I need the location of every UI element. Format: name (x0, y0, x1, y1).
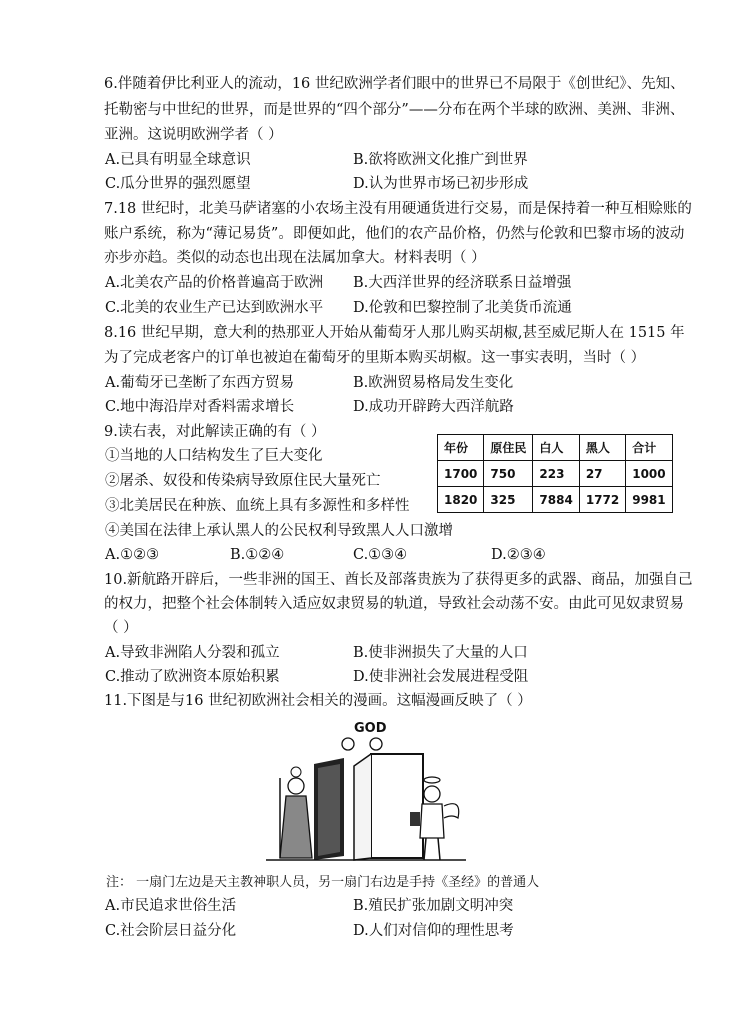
q10-option-c: C.推动了欧洲资本原始积累 (105, 669, 280, 685)
table-cell: 1772 (579, 487, 625, 513)
q6-option-c: C.瓜分世界的强烈愿望 (105, 176, 251, 192)
table-cell: 325 (484, 487, 533, 513)
cartoon-god-label: GOD (354, 721, 387, 736)
q10-line-3: （ ） (104, 620, 138, 636)
table-row (438, 487, 673, 513)
q9-option-d: D.②③④ (491, 547, 546, 563)
table-header-cell: 年份 (438, 435, 484, 461)
table-cell: 1000 (626, 461, 672, 487)
q11-option-b: B.殖民扩张加剧文明冲突 (353, 898, 514, 914)
q7-option-a: A.北美农产品的价格普遍高于欧洲 (105, 275, 324, 291)
halo-icon (342, 738, 354, 750)
q9-statement-4: ④美国在法律上承认黑人的公民权利导致黑人人口激增 (105, 523, 453, 539)
q10-line-2: 的权力，把整个社会体制转入适应奴隶贸易的轨道，导致社会动荡不安。由此可见奴隶贸易 (104, 596, 684, 612)
q10-option-a: A.导致非洲陷人分裂和孤立 (105, 645, 280, 661)
q9-statement-2: ②屠杀、奴役和传染病导致原住民大量死亡 (105, 473, 381, 489)
q7-option-d: D.伦敦和巴黎控制了北美货币流通 (353, 300, 572, 316)
q6-option-a: A.已具有明显全球意识 (105, 152, 251, 168)
table-cell: 27 (579, 461, 625, 487)
priest-figure-icon (280, 767, 312, 858)
q9-option-c: C.①③④ (353, 547, 408, 563)
halo-icon (370, 738, 382, 750)
cartoon-image (266, 714, 466, 862)
table-header-cell: 合计 (626, 435, 672, 461)
table-header-cell: 白人 (533, 435, 579, 461)
q8-option-d: D.成功开辟跨大西洋航路 (353, 399, 514, 415)
q10-option-b: B.使非洲损失了大量的人口 (353, 645, 528, 661)
q7-line-3: 亦步亦趋。类似的动态也出现在法属加拿大。材料表明（ ） (104, 250, 486, 266)
q7-line-2: 账户系统，称为“薄记易货”。即便如此，他们的农产品价格，仍然与伦敦和巴黎市场的波动 (104, 226, 685, 242)
table-cell: 1820 (438, 487, 484, 513)
q9-option-a: A.①②③ (105, 547, 160, 563)
q8-option-a: A.葡萄牙已垄断了东西方贸易 (105, 375, 295, 391)
table-row (438, 461, 673, 487)
table-cell: 7884 (533, 487, 579, 513)
q6-option-b: B.欲将欧洲文化推广到世界 (353, 152, 528, 168)
q6-line-2: 托勒密与中世纪的世界，而是世界的“四个部分”——分布在两个半球的欧洲、美洲、非洲、 (104, 102, 685, 118)
q9-statement-1: ①当地的人口结构发生了巨大变化 (105, 448, 323, 464)
table-cell: 223 (533, 461, 579, 487)
q11-stem: 11.下图是与16 世纪初欧洲社会相关的漫画。这幅漫画反映了（ ） (104, 693, 532, 709)
table-cell: 9981 (626, 487, 672, 513)
table-header-cell: 黑人 (579, 435, 625, 461)
q11-option-d: D.人们对信仰的理性思考 (353, 923, 514, 939)
q7-option-c: C.北美的农业生产已达到欧洲水平 (105, 300, 324, 316)
q8-option-c: C.地中海沿岸对香料需求增长 (105, 399, 295, 415)
cartoon-note: 注： 一扇门左边是天主教神职人员，另一扇门右边是手持《圣经》的普通人 (106, 875, 540, 890)
q6-option-d: D.认为世界市场已初步形成 (353, 176, 529, 192)
q8-option-b: B.欧洲贸易格局发生变化 (353, 375, 514, 391)
right-door-icon (371, 754, 423, 858)
q9-stem: 9.读右表，对此解读正确的有（ ） (104, 424, 326, 440)
q6-line-3: 亚洲。这说明欧洲学者（ ） (104, 127, 283, 143)
table-header-row (438, 435, 673, 461)
table-cell: 1700 (438, 461, 484, 487)
q7-line-1: 7.18 世纪时，北美马萨诸塞的小农场主没有用硬通货进行交易，而是保持着一种互相赊账的 (104, 201, 692, 217)
q11-option-a: A.市民追求世俗生活 (105, 898, 237, 914)
q9-option-b: B.①②④ (230, 547, 285, 563)
table-header-cell: 原住民 (484, 435, 533, 461)
q7-option-b: B.大西洋世界的经济联系日益增强 (353, 275, 572, 291)
q8-line-2: 为了完成老客户的订单也被迫在葡萄牙的里斯本购买胡椒。这一事实表明，当时（ ） (104, 350, 646, 366)
q11-option-c: C.社会阶层日益分化 (105, 923, 237, 939)
q9-statement-3: ③北美居民在种族、血统上具有多源性和多样性 (105, 498, 410, 514)
q10-line-1: 10.新航路开辟后，一些非洲的国王、酋长及部落贵族为了获得更多的武器、商品，加强自己 (104, 572, 693, 588)
person-with-bible-icon (410, 777, 459, 860)
q10-option-d: D.使非洲社会发展进程受阻 (353, 669, 529, 685)
q8-line-1: 8.16 世纪早期，意大利的热那亚人开始从葡萄牙人那儿购买胡椒,甚至威尼斯人在 1515 年 (104, 325, 685, 341)
q6-line-1: 6.伴随着伊比利亚人的流动，16 世纪欧洲学者们眼中的世界已不局限于《创世纪》、先知、 (104, 76, 685, 92)
population-table (437, 434, 673, 513)
table-cell: 750 (484, 461, 533, 487)
